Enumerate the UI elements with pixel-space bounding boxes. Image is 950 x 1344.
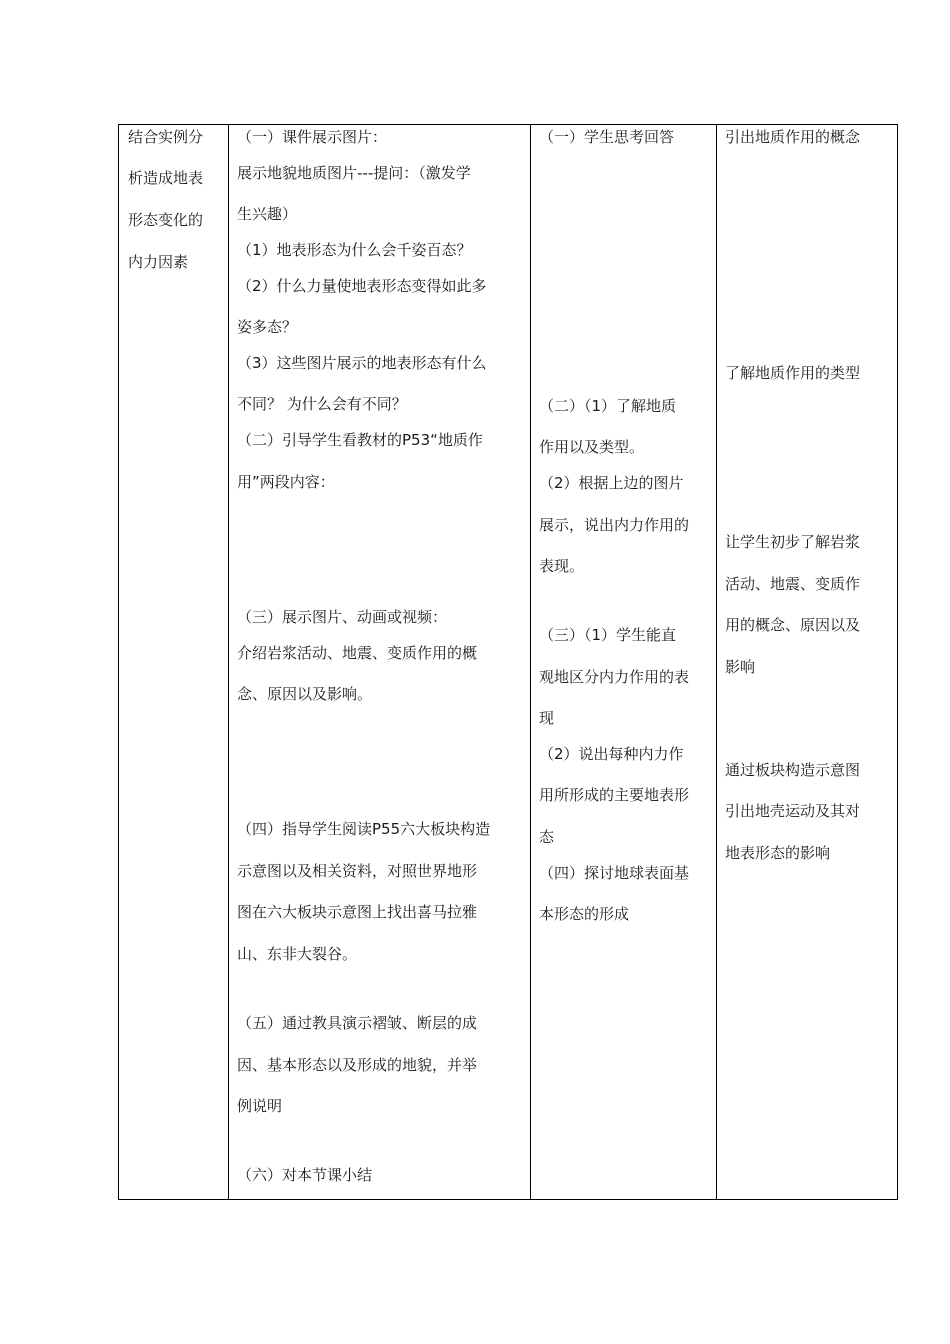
design-intent-text: 让学生初步了解岩浆 [725,533,861,551]
design-intent-text: 了解地质作用的类型 [725,364,861,382]
teacher-activity-text: 生兴趣） [237,205,298,223]
student-activity-text: 观地区分内力作用的表 [539,668,690,686]
teacher-activity-text: （1）地表形态为什么会千姿百态？ [237,241,472,259]
teacher-activity-text: （2）什么力量使地表形态变得如此多 [237,277,487,295]
teacher-activity-text: 介绍岩浆活动、地震、变质作用的概 [237,644,478,662]
design-intent-text: 地表形态的影响 [725,844,831,862]
teacher-activity-text: 展示地貌地质图片---提问：（激发学 [237,164,471,182]
column-divider [530,125,531,1199]
design-intent-text: 引出地壳运动及其对 [725,802,861,820]
lesson-plan-table [118,124,898,1200]
student-activity-text: （三）（1）学生能直 [539,626,677,644]
teacher-activity-text: （五）通过教具演示褶皱、断层的成 [237,1014,478,1032]
teacher-activity-text: 姿多态？ [237,318,298,336]
teacher-activity-text: 图在六大板块示意图上找出喜马拉雅 [237,903,478,921]
student-activity-text: （一）学生思考回答 [539,128,675,146]
teacher-activity-text: 山、东非大裂谷。 [237,945,358,963]
student-activity-text: （二）（1）了解地质 [539,397,677,415]
teacher-activity-text: （一）课件展示图片： [237,128,388,146]
design-intent-text: 引出地质作用的概念 [725,128,861,146]
teacher-activity-text: （四）指导学生阅读P55六大板块构造 [237,820,491,838]
teacher-activity-text: 因、基本形态以及形成的地貌，并举 [237,1056,478,1074]
teacher-activity-text: （六）对本节课小结 [237,1166,373,1184]
student-activity-text: 态 [539,828,555,846]
objective-text: 析造成地表 [128,169,204,187]
design-intent-text: 活动、地震、变质作 [725,575,861,593]
teacher-activity-text: 不同？ 为什么会有不同？ [237,395,407,413]
teacher-activity-text: （三）展示图片、动画或视频： [237,608,448,626]
design-intent-text: 用的概念、原因以及 [725,616,861,634]
objective-text: 内力因素 [128,253,189,271]
teacher-activity-text: 用”两段内容： [237,473,335,491]
student-activity-text: 作用以及类型。 [539,438,645,456]
teacher-activity-text: （3）这些图片展示的地表形态有什么 [237,354,487,372]
student-activity-text: 现 [539,709,555,727]
student-activity-text: 展示，说出内力作用的 [539,516,690,534]
teacher-activity-text: 示意图以及相关资料，对照世界地形 [237,862,478,880]
objective-text: 结合实例分 [128,128,204,146]
student-activity-text: （四）探讨地球表面基 [539,864,690,882]
student-activity-text: （2）说出每种内力作 [539,745,684,763]
objective-text: 形态变化的 [128,211,204,229]
column-divider [228,125,229,1199]
design-intent-text: 通过板块构造示意图 [725,761,861,779]
column-divider [716,125,717,1199]
student-activity-text: 本形态的形成 [539,905,630,923]
student-activity-text: 用所形成的主要地表形 [539,786,690,804]
student-activity-text: （2）根据上边的图片 [539,474,684,492]
teacher-activity-text: 念、原因以及影响。 [237,685,373,703]
student-activity-text: 表现。 [539,557,585,575]
teacher-activity-text: 例说明 [237,1097,283,1115]
design-intent-text: 影响 [725,658,756,676]
teacher-activity-text: （二）引导学生看教材的P53“地质作 [237,431,483,449]
